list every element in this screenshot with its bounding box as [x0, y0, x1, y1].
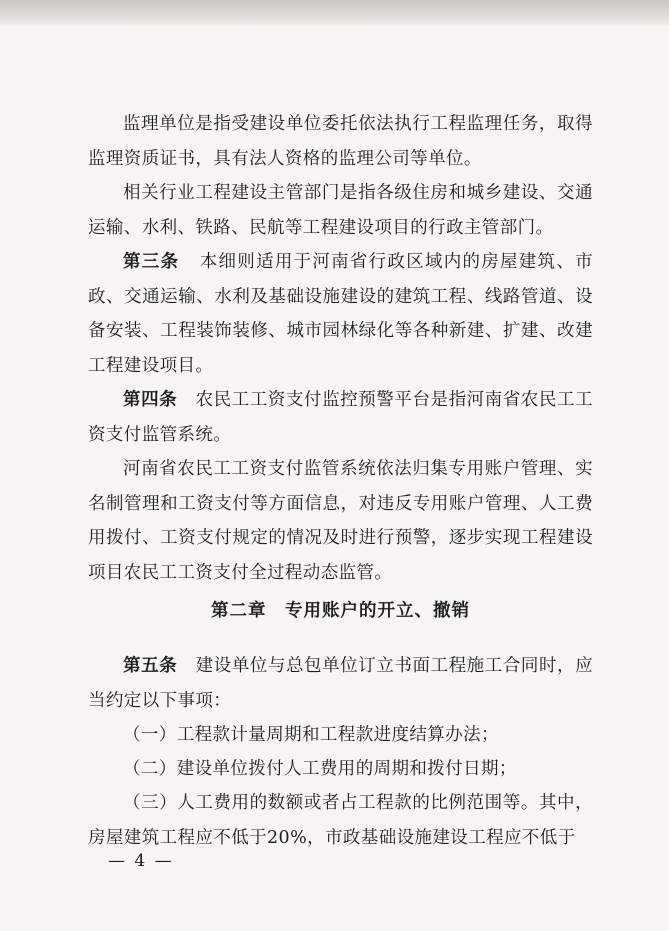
article-3	[88, 245, 593, 383]
article-text: 建设单位与总包单位订立书面工程施工合同时，应当约定以下事项：	[88, 656, 593, 711]
article-4	[88, 383, 593, 452]
list-item-2	[88, 752, 593, 787]
article-text: 本细则适用于河南省行政区域内的房屋建筑、市政、交通运输、水利及基础设施建设的建筑工程、线路管道、设备安装、工程装饰装修、城市园林绿化等各种新建、扩建、改建工程建设项目。	[88, 252, 593, 376]
page-number: — 4 —	[108, 851, 174, 871]
list-item-1	[88, 718, 593, 753]
paragraph-monitoring-system	[88, 452, 593, 590]
paragraph-text: 河南省农民工工资支付监管系统依法归集专用账户管理、实名制管理和工资支付等方面信息，对违反专用账户管理、人工费用拨付、工资支付规定的情况及时进行预警，逐步实现工程建设项目农民工工资支付全过程动态监管。	[88, 459, 593, 583]
list-item-3	[88, 786, 593, 855]
article-5	[88, 649, 593, 718]
article-text: 农民工工资支付监控预警平台是指河南省农民工工资支付监管系统。	[88, 390, 593, 445]
paragraph-text: 监理单位是指受建设单位委托依法执行工程监理任务，取得监理资质证书，具有法人资格的监理公司等单位。	[88, 114, 593, 169]
paragraph-competent-departments	[88, 176, 593, 245]
article-label: 第四条	[123, 390, 178, 410]
list-item-text: （三）人工费用的数额或者占工程款的比例范围等。其中，房屋建筑工程应不低于20%，市政基础设施建设工程应不低于	[88, 793, 593, 848]
article-label: 第五条	[123, 656, 178, 676]
paragraph-supervision-unit	[88, 107, 593, 176]
paragraph-text: 相关行业工程建设主管部门是指各级住房和城乡建设、交通运输、水利、铁路、民航等工程建设项目的行政主管部门。	[88, 183, 593, 238]
article-label: 第三条	[123, 252, 180, 272]
chapter-title: 第二章 专用账户的开立、撤销	[211, 601, 470, 621]
list-item-text: （一）工程款计量周期和工程款进度结算办法；	[123, 725, 499, 745]
list-item-text: （二）建设单位拨付人工费用的周期和拨付日期；	[123, 759, 517, 779]
